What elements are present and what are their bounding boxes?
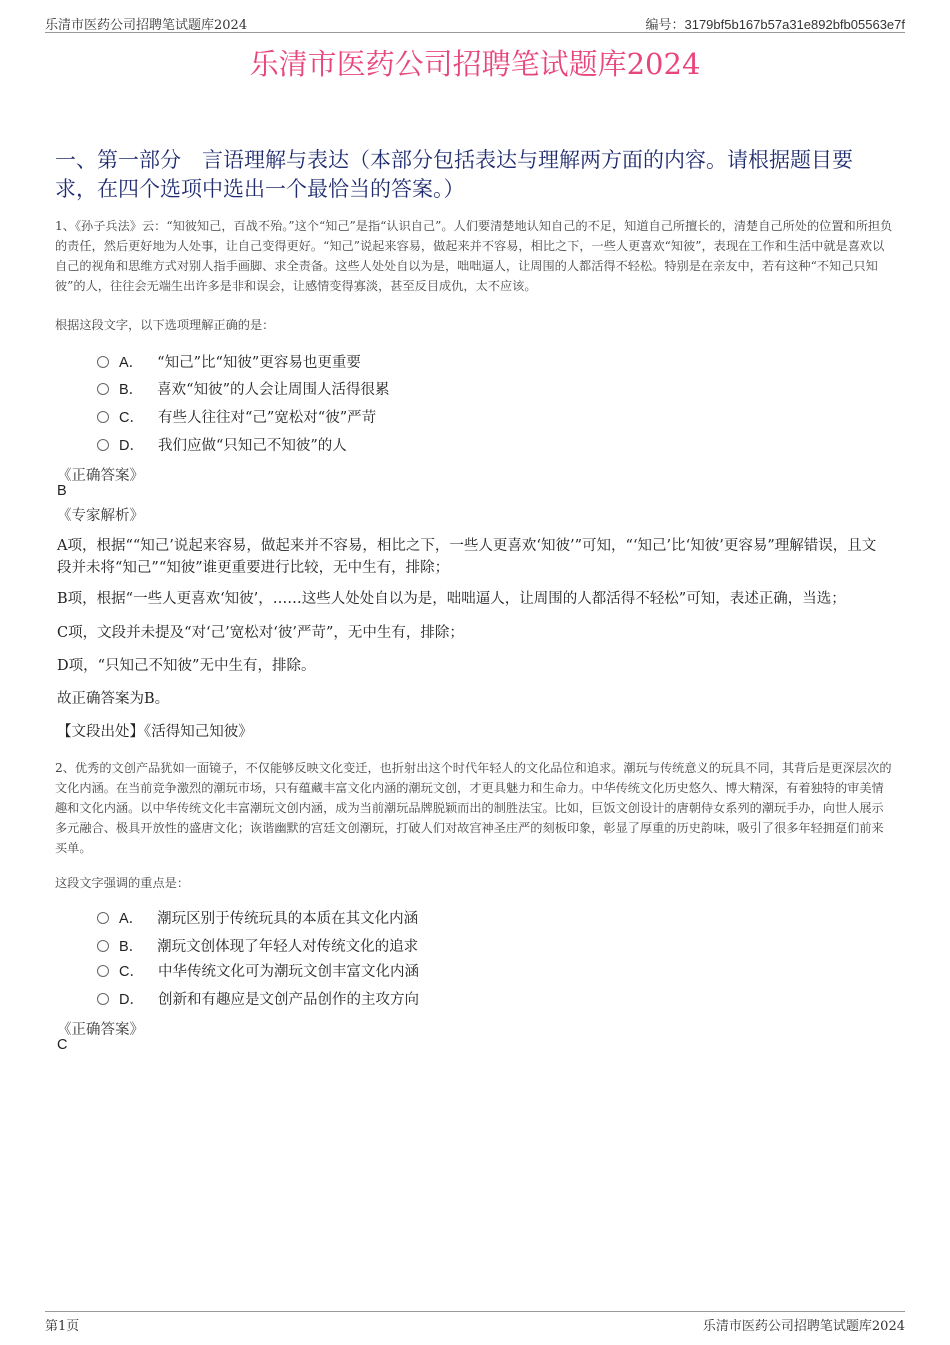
page-header: [45, 12, 905, 33]
q1-stem: 1、《孙子兵法》云：“知彼知己，百战不殆。”这个“知己”是指“认识自己”。人们要清楚地认知自己的不足，知道自己所擅长的，清楚自己所处的位置和所担负的责任，然后更好地为人处事，让自己变得更好。“知己”说起来容易，做起来并不容易，相比之下，一些人更喜欢“知彼”，表现在工作和生活中就是喜欢以自己的视角和思维方式对别人指手画脚、求全责备。这些人处处自以为是，咄咄逼人，让周围的人都活得不轻松。特别是在亲友中，若有这种“不知己只知彼”的人，往往会无端生出许多是非和误会，让感情变得寡淡，甚至反目成仇，太不应该。: [55, 219, 893, 293]
header-title: 乐清市医药公司招聘笔试题库2024: [45, 18, 248, 33]
radio-icon[interactable]: [97, 965, 109, 977]
header-doc-id: 编号：3179bf5b167b57a31e892bfb05563e7f: [645, 17, 905, 32]
q1-option-b[interactable]: B． 喜欢“知彼”的人会让周围人活得很累: [97, 378, 390, 399]
q1-analysis-b: B项，根据“一些人更喜欢‘知彼’，……这些人处处自以为是，咄咄逼人，让周围的人都活得不轻松”可知，表述正确，当选；: [57, 591, 846, 607]
q2-option-b[interactable]: B． 潮玩文创体现了年轻人对传统文化的追求: [97, 935, 418, 956]
radio-icon[interactable]: [97, 356, 109, 368]
q2-option-d[interactable]: D． 创新和有趣应是文创产品创作的主攻方向: [97, 988, 419, 1009]
q2-answer-label: 《正确答案》: [57, 1022, 144, 1038]
q1-option-d[interactable]: D． 我们应做“只知己不知彼”的人: [97, 434, 347, 455]
q1-answer: B: [57, 483, 67, 499]
radio-icon[interactable]: [97, 940, 109, 952]
radio-icon[interactable]: [97, 993, 109, 1005]
q1-analysis-label: 《专家解析》: [57, 508, 144, 524]
q1-conclusion: 故正确答案为B。: [57, 691, 170, 707]
radio-icon[interactable]: [97, 439, 109, 451]
q1-analysis-d: D项，“只知己不知彼”无中生有，排除。: [57, 658, 316, 674]
q1-source: 【文段出处】《活得知己知彼》: [57, 724, 253, 740]
section-heading: 一、第一部分 言语理解与表达（本部分包括表达与理解两方面的内容。请根据题目要求，在四个选项中选出一个最恰当的答案。）: [55, 148, 853, 201]
q2-prompt: 这段文字强调的重点是：: [55, 876, 190, 890]
radio-icon[interactable]: [97, 383, 109, 395]
q1-analysis-a: A项，根据““知己’说起来容易，做起来并不容易，相比之下，一些人更喜欢‘知彼’”可知，“‘知己’比‘知彼’更容易”理解错误，且文段并未将“知己”“知彼”谁更重要进行比较，无中生有，排除；: [57, 538, 877, 576]
page-number: 第1页: [45, 1319, 80, 1334]
radio-icon[interactable]: [97, 411, 109, 423]
q1-option-c[interactable]: C． 有些人往往对“己”宽松对“彼”严苛: [97, 406, 376, 427]
page-footer: [45, 1311, 905, 1332]
q1-analysis-c: C项，文段并未提及“对‘己’宽松对‘彼’严苛”，无中生有，排除；: [57, 625, 464, 641]
q2-stem: 2、优秀的文创产品犹如一面镜子，不仅能够反映文化变迁，也折射出这个时代年轻人的文化品位和追求。潮玩与传统意义的玩具不同，其背后是更深层次的文化内涵。在当前竞争激烈的潮玩市场，只有蕴藏丰富文化内涵的潮玩文创，才更具魅力和生命力。中华传统文化历史悠久、博大精深，有着独特的审美情趣和文化内涵。以中华传统文化丰富潮玩文创内涵，成为当前潮玩品牌脱颖而出的制胜法宝。比如，巨饭文创设计的唐朝侍女系列的潮玩手办，向世人展示多元融合、极具开放性的盛唐文化；诙谐幽默的宫廷文创潮玩，打破人们对故宫神圣庄严的刻板印象，彰显了厚重的历史韵味，吸引了很多年轻拥趸们前来买单。: [55, 761, 892, 855]
radio-icon[interactable]: [97, 912, 109, 924]
q1-option-a[interactable]: A． “知己”比“知彼”更容易也更重要: [97, 351, 361, 372]
footer-title: 乐清市医药公司招聘笔试题库2024: [702, 1319, 905, 1334]
q2-answer: C: [57, 1037, 68, 1053]
q1-answer-label: 《正确答案》: [57, 468, 144, 484]
q1-prompt: 根据这段文字，以下选项理解正确的是：: [55, 318, 275, 332]
page-title: 乐清市医药公司招聘笔试题库2024: [249, 47, 701, 81]
q2-option-c[interactable]: C． 中华传统文化可为潮玩文创丰富文化内涵: [97, 960, 419, 981]
q2-option-a[interactable]: A． 潮玩区别于传统玩具的本质在其文化内涵: [97, 907, 418, 928]
